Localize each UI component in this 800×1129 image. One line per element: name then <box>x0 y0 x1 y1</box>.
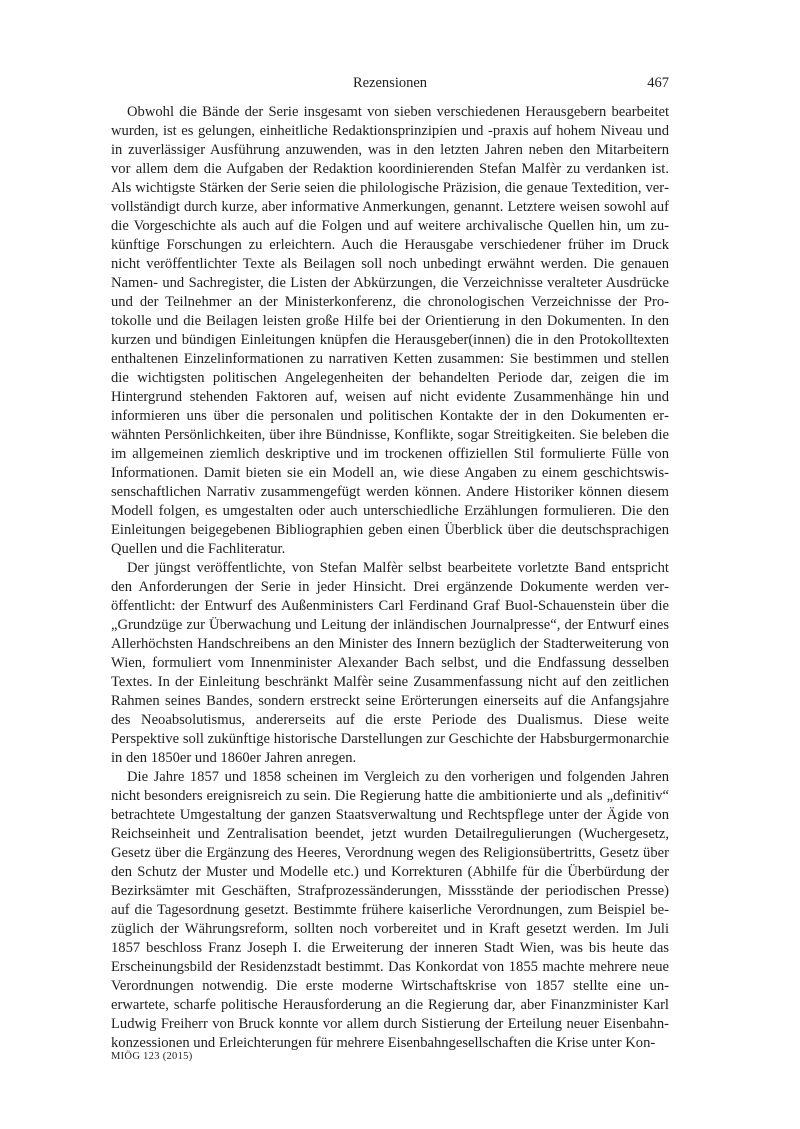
paragraph: Die Jahre 1857 und 1858 scheinen im Vergleich zu den vorherigen und folgenden Jahren nicht besonders ereignisreich zu sein. Die Regierung hatte die ambitionierte und als „definitiv“ betrachtete Umgestaltung der ganzen Staatsverwaltung und Rechtspflege unter der Ägide von Reichseinheit und Zentralisation beendet, jetzt wurden Detailregulierungen (Wuchergesetz, Gesetz über die Ergänzung des Heeres, Verordnung wegen des Religionsübertritts, Gesetz über den Schutz der Muster und Modelle etc.) und Korrekturen (Abhilfe für die Überbürdung der Bezirksämter mit Geschäften, Strafprozessänderungen, Missstände der periodischen Presse) auf die Tagesordnung gesetzt. Bestimmte frühere kaiserliche Verordnungen, zum Beispiel bezüglich der Währungsreform, sollten noch vorbereitet und in Kraft gesetzt werden. Im Juli 1857 beschloss Franz Joseph I. die Erweiterung der inneren Stadt Wien, was bis heute das Erscheinungsbild der Residenzstadt bestimmt. Das Konkordat von 1855 machte mehrere neue Verordnungen notwendig. Die erste moderne Wirtschaftskrise von 1857 stellte eine unerwartete, scharfe politische Herausforderung an die Regierung dar, aber Finanzminister Karl Ludwig Freiherr von Bruck konnte vor allem durch Sistierung der Erteilung neuer Eisenbahnkonzessionen und Erleichterungen für mehrere Eisenbahngesellschaften die Krise unter Kon- <box>111 769 669 1051</box>
paragraph: Obwohl die Bände der Serie insgesamt von sieben verschiedenen Herausgebern bearbeitet wurden, ist es gelungen, einheitliche Redaktionsprinzipien und -praxis auf hohem Niveau und in zuverlässiger Ausführung anzuwenden, was in den letzten Jahren neben den Mitarbeitern vor allem dem die Aufgaben der Redaktion koordinierenden Stefan Malfèr zu verdanken ist. Als wichtigste Stärken der Serie seien die philologische Präzision, die genaue Textedition, vervollständigt durch kurze, aber informative Anmerkungen, genannt. Letztere weisen sowohl auf die Vorgeschichte als auch auf die Folgen und auf weitere archivalische Quellen hin, um zukünftige Forschungen zu erleichtern. Auch die Herausgabe verschiedener früher im Druck nicht veröffentlichter Texte als Beilagen soll noch unbedingt erwähnt werden. Die genauen Namen- und Sachregister, die Listen der Abkürzungen, die Verzeichnisse veralteter Ausdrücke und der Teilnehmer an der Ministerkonferenz, die chronologischen Verzeichnisse der Protokolle und die Beilagen leisten große Hilfe bei der Orientierung in den Dokumenten. In den kurzen und bündigen Einleitungen knüpfen die Herausgeber(innen) die in den Protokolltexten enthaltenen Einzelinformationen zu narrativen Ketten zusammen: Sie bestimmen und stellen die wichtigsten politischen Angelegenheiten der behandelten Periode dar, zeigen die im Hintergrund stehenden Faktoren auf, weisen auf nicht evidente Zusammenhänge hin und informieren uns über die personalen und politischen Kontakte der in den Dokumenten erwähnten Persönlichkeiten, über ihre Bündnisse, Konflikte, sogar Streitigkeiten. Sie beleben die im allgemeinen ziemlich deskriptive und im trockenen offiziellen Stil formulierte Fülle von Informationen. Damit bieten sie ein Modell an, wie diese Angaben zu einem geschichtswissenschaftlichen Narrativ zusammengefügt werden können. Andere Historiker können diesem Modell folgen, es umgestalten oder auch unterschiedliche Erzählungen formulieren. Die den Einleitungen beigegebenen Bibliographien geben einen Überblick über die deutschsprachigen Quellen und die Fachliteratur. <box>111 104 669 557</box>
journal-footer: MIÖG 123 (2015) <box>111 1051 193 1062</box>
running-head <box>111 73 669 93</box>
review-body <box>111 103 669 1053</box>
paragraph: Der jüngst veröffentlichte, von Stefan Malfèr selbst bearbeitete vorletzte Band entspricht den Anforderungen der Serie in jeder Hinsicht. Drei ergänzende Dokumente werden veröffentlicht: der Entwurf des Außenministers Carl Ferdinand Graf Buol-Schauenstein über die „Grundzüge zur Überwachung und Leitung der inländischen Journalpresse“, der Entwurf eines Allerhöchsten Handschreibens an den Minister des Innern bezüglich der Stadterweiterung von Wien, formuliert vom Innenminister Alexander Bach selbst, und die Endfassung desselben Textes. In der Einleitung beschränkt Malfèr seine Zusammenfassung nicht auf den zeitlichen Rahmen seines Bandes, sondern erstreckt seine Erörterungen einerseits auf die Anfangsjahre des Neoabsolutismus, andererseits auf die erste Periode des Dualismus. Diese weite Perspektive soll zukünftige historische Darstellungen zur Geschichte der Habsburgermonarchie in den 1850er und 1860er Jahren anregen. <box>111 560 669 766</box>
running-head-title: Rezensionen <box>352 75 428 91</box>
page-number: 467 <box>647 75 669 91</box>
